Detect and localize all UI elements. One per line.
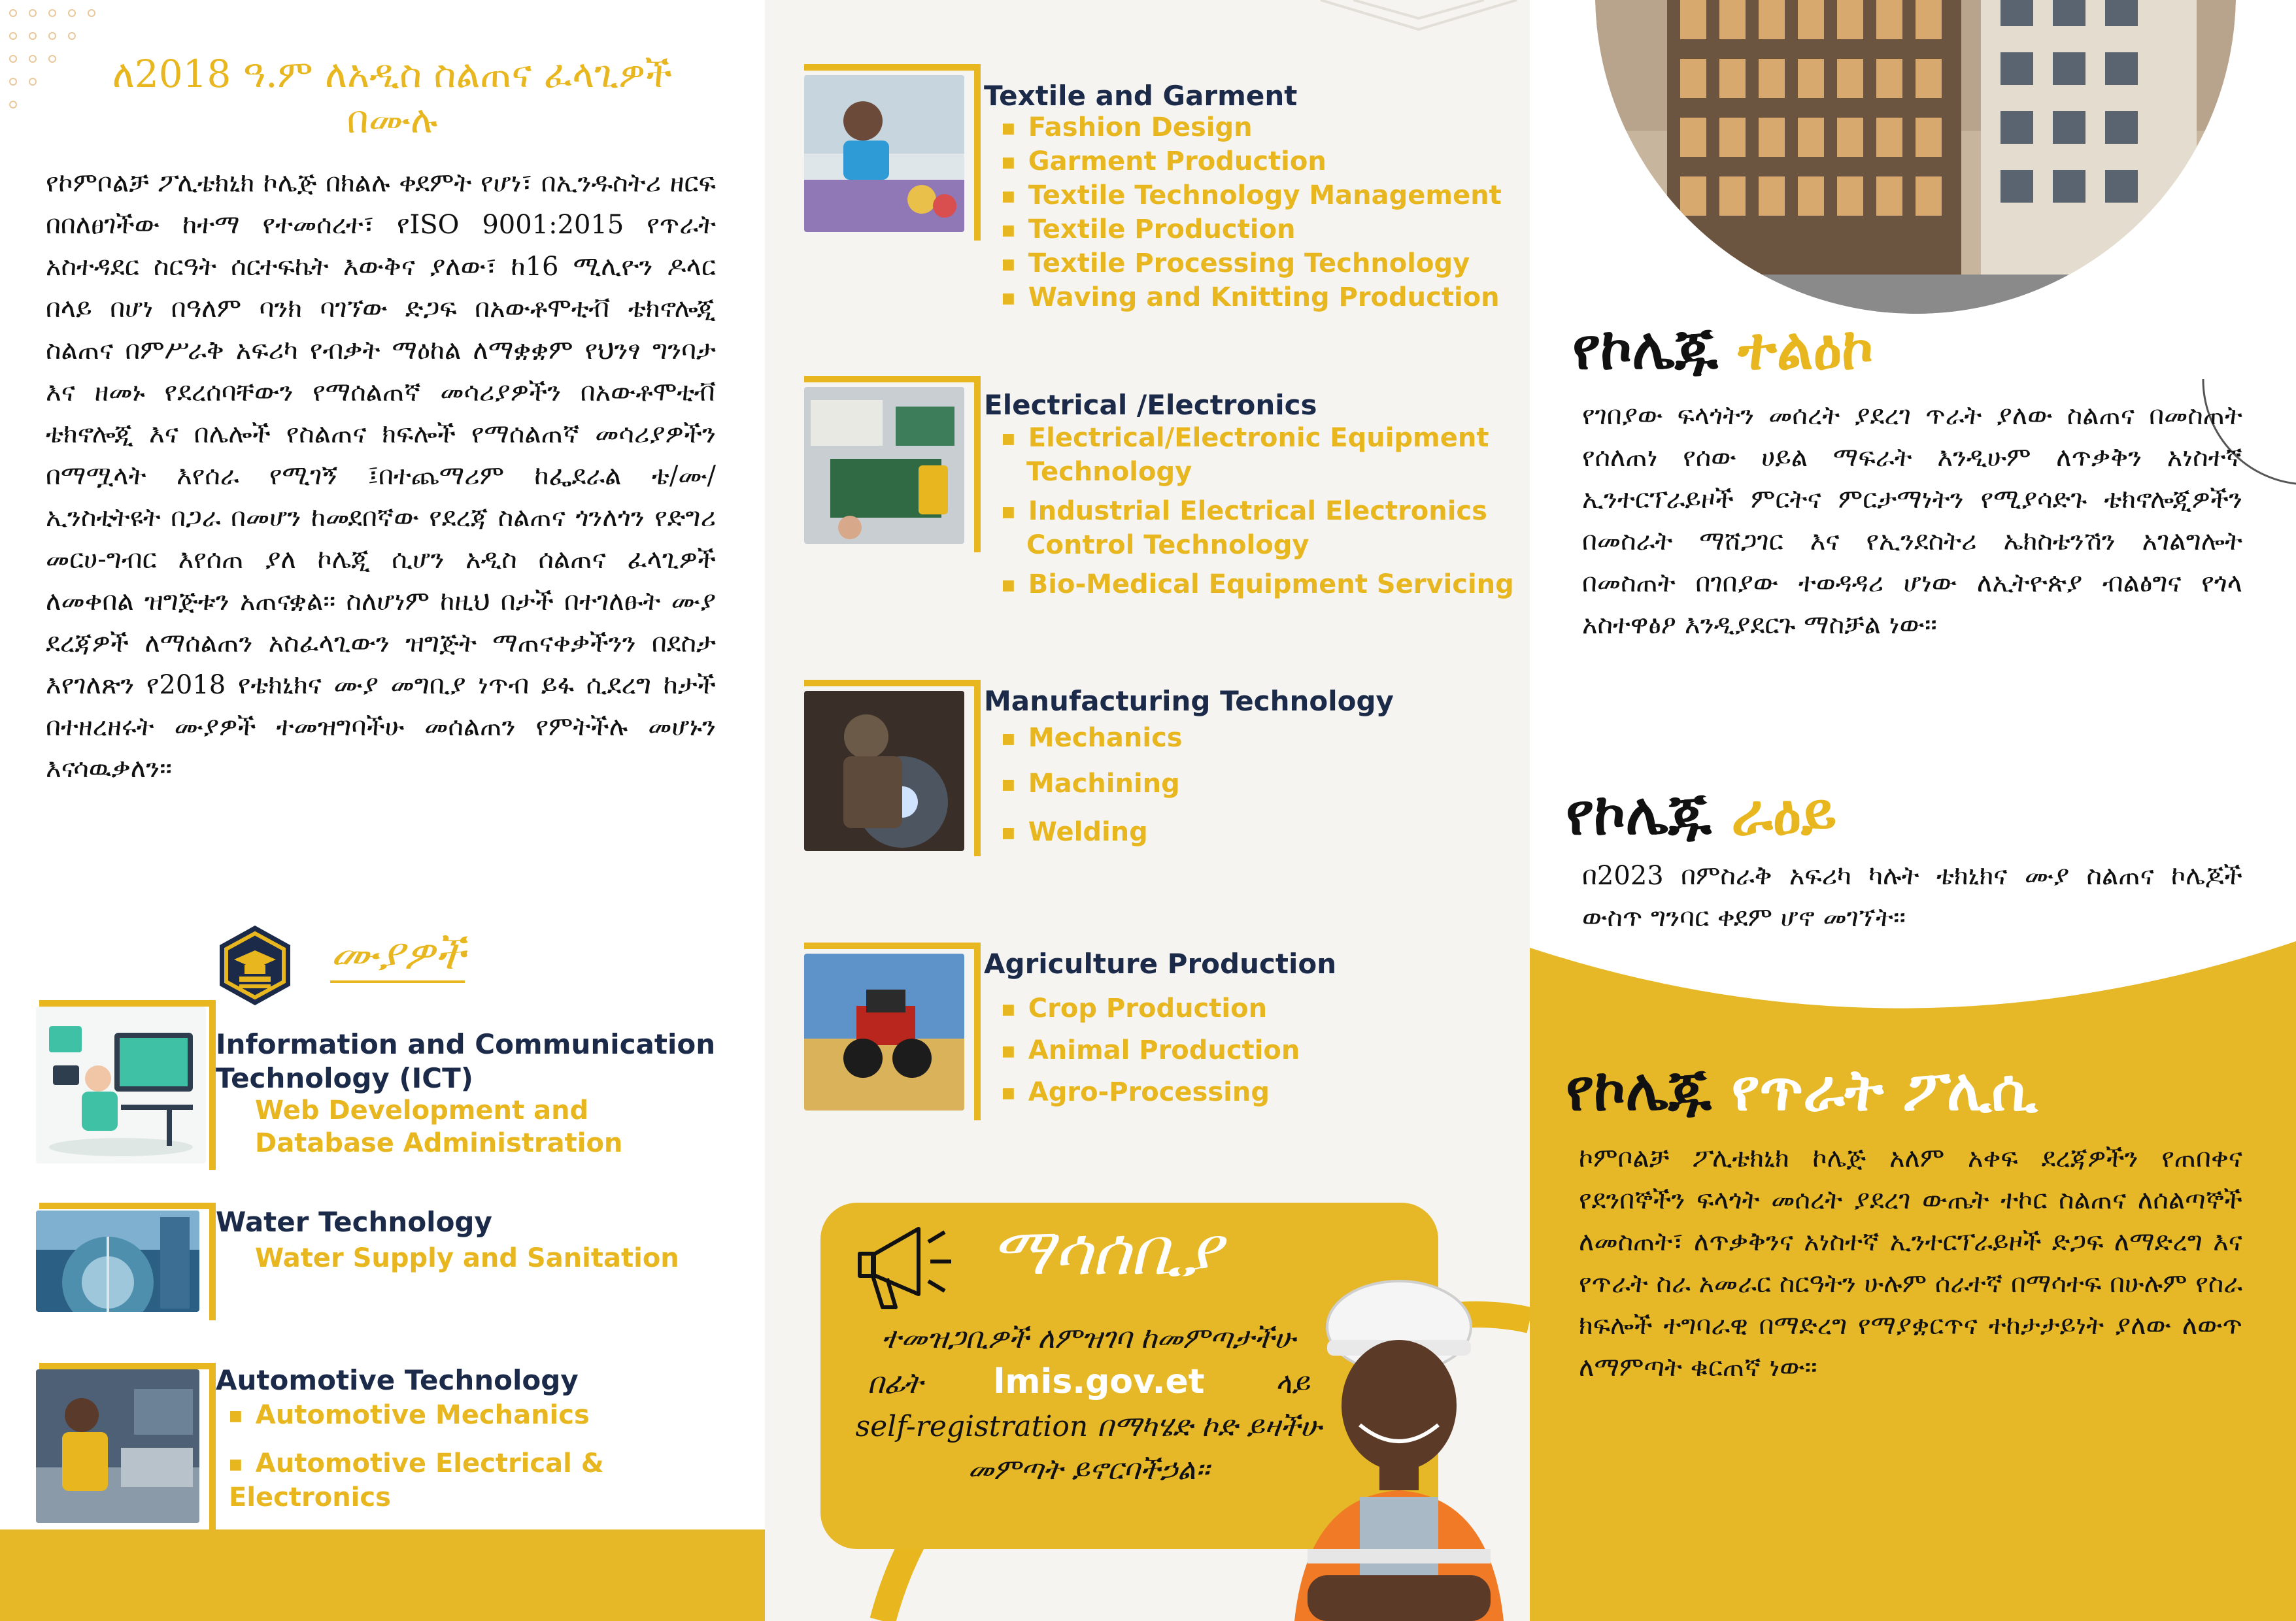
program-title-electrical: Electrical /Electronics (984, 389, 1317, 421)
program-title-automotive: Automotive Technology (216, 1364, 579, 1396)
quality-policy-heading (1566, 1054, 2038, 1126)
program-sub-automotive-mechanics: ■ Automotive Mechanics (229, 1399, 739, 1433)
electronics-photo (804, 387, 964, 544)
automotive-sub-list (229, 1399, 739, 1514)
bottom-gold-band (0, 1529, 765, 1621)
program-sub-crop-production: ■ Crop Production (1002, 992, 1525, 1026)
program-title-ict: Information and Communication Technology (ICT) (216, 1028, 716, 1094)
megaphone-icon (847, 1216, 958, 1314)
notice-line1: ተመዝጋቢዎች ለምዝገባ ከመምጣታችሁ (881, 1322, 1296, 1355)
lmis-website-link[interactable]: lmis.gov.et (993, 1362, 1205, 1401)
middle-panel (765, 0, 1530, 1621)
notice-line3: self-registration በማካሄድ ኮድ ይዛችሁ (855, 1410, 1322, 1443)
program-sub-agro-processing: ■ Agro-Processing (1002, 1076, 1525, 1110)
program-sub-garment-production: ■ Garment Production (1002, 145, 1525, 179)
tractor-photo (804, 954, 964, 1111)
program-sub-textile-production: ■ Textile Production (1002, 213, 1525, 247)
program-sub-automotive-electrical: ■ Automotive Electrical & Electronics (229, 1447, 739, 1514)
intro-paragraph: የኮምቦልቻ ፖሊቴክኒክ ኮሌጅ በክልሉ ቀደምት የሆነ፣ በኢንዱስትሪ ዘርፍ በበለፀገችው ከተማ የተመሰረተ፣ የISO 9001:2015 የጥራት አስተዳደር ስርዓት ሰርተፍኬት እውቅና ያለው፣ ከ16 ሚሊዮን ዶላር በላይ በሆነ በዓለም ባንክ ባገኘው ድጋፍ በአውቶሞቲቭ ቴክኖሎጂ ስልጠና በምሥራቅ አፍሪካ የብቃት ማዕከል ለማቋቋም የህንፃ ግንባታ እና ዘመኑ የደረሰባቸውን የማሰልጠኛ መሳሪያዎችን በአውቶሞቲቭ ቴክኖሎጂ እና በሌሎች የስልጠና ክፍሎች የማሰልጠኛ መሳሪያዎችን በማሟላት እየሰራ የሚገኝ ፤በተጨማሪም ከፌደራል ቴ/ሙ/ ኢንስቲትዩት በጋራ በመሆን ከመደበኛው የደረጃ ስልጠና ጎንለጎን የድግሪ መርሀ-ግብር እየሰጠ ያለ ኮሌጂ ሲሆን አዲስ ሰልጠና ፈላጊዎች ለመቀበል ዝግጅቱን አጠናቋል፡፡ ስለሆነም ከዚህ በታች በተገለፁት ሙያ ደረጃዎች ለማሰልጠን አስፈላጊውን ዝግጅት ማጠናቀቃችንን በደስታ እየገለጽን የ2018 የቴክኒክና ሙያ መግቢያ ነጥብ ይፋ ሲደረግ ከታች በተዘረዘሩት ሙያዎች ተመዝግባችሁ መሰልጠን የምትችሉ መሆኑን እናሳዉቃለን፡፡ (46, 168, 716, 784)
program-sub-electrical-equipment: ■ Electrical/Electronic Equipment Technology (1002, 422, 1525, 488)
program-sub-textile-processing-technology: ■ Textile Processing Technology (1002, 247, 1525, 281)
announcement-title-line1: ለ2018 ዓ.ም ለአዲስ ስልጠና ፈላጊዎች (112, 52, 673, 96)
textile-photo (804, 75, 964, 232)
program-title-manufacturing: Manufacturing Technology (984, 685, 1394, 717)
left-panel (0, 0, 765, 1621)
manufacturing-sub-list (1002, 722, 1525, 850)
program-sub-web-development: Web Development and Database Administration (255, 1095, 623, 1158)
notice-line4: መምጣት ይኖርባችኃል፡፡ (968, 1453, 1209, 1486)
worker-woman-photo (1268, 1262, 1530, 1621)
college-building-photo (1589, 0, 2242, 314)
textile-sub-list (1002, 111, 1525, 315)
vision-heading-word: ራዕይ (1731, 780, 1837, 848)
electrical-sub-list (1002, 422, 1525, 602)
program-title-textile: Textile and Garment (984, 80, 1298, 112)
automotive-workshop-photo (36, 1369, 199, 1523)
notice-line2-pre: በፊት (867, 1367, 923, 1400)
welding-photo (804, 691, 964, 851)
program-sub-biomedical: ■ Bio-Medical Equipment Servicing (1002, 568, 1525, 602)
vision-text: በ2023 በምስራቅ አፍሪካ ካሉት ቴክኒክና ሙያ ስልጠና ኮሌጆች ውስጥ ግንባር ቀደም ሆኖ መገኘት፡፡ (1582, 861, 2242, 933)
announcement-title (46, 51, 739, 142)
vision-heading (1566, 778, 1836, 850)
program-sub-industrial-electrical: ■ Industrial Electrical Electronics Control Technology (1002, 495, 1525, 561)
program-title-water: Water Technology (216, 1206, 492, 1238)
mission-text: የገበያው ፍላጎትን መሰረት ያደረገ ጥራት ያለው ስልጠና በመስጠት የሰለጠነ የሰው ሀይል ማፍራት እንዲሁም ለጥቃቅን አነስተኛ ኢንተርፕራይዞች ምርትና ምርታማነትን የሚያሳድጉ ቴክኖሎጂዎችን በመስራት ማሸጋገር እና የኢንደስትሪ ኤክስቴንሽን አገልግሎት በመስጠት በገበያው ተወዳዳሪ ሆነው ለኢትዮጵያ ብልፅግና የጎላ አስተዋፅዖ እንዲያደርጉ ማስቻል ነው፡፡ (1582, 401, 2242, 640)
mission-heading (1572, 312, 1874, 384)
program-sub-mechanics: ■ Mechanics (1002, 722, 1525, 756)
program-sub-water-supply: Water Supply and Sanitation (255, 1243, 679, 1273)
graduation-cap-icon (216, 923, 294, 1008)
mission-heading-word: ተልዕኮ (1738, 314, 1874, 382)
agriculture-sub-list (1002, 992, 1525, 1110)
program-sub-waving-knitting: ■ Waving and Knitting Production (1002, 281, 1525, 315)
program-sub-welding: ■ Welding (1002, 816, 1525, 850)
quality-policy-heading-prefix: የኮሌጁ (1566, 1056, 1712, 1124)
program-sub-fashion-design: ■ Fashion Design (1002, 111, 1525, 145)
announcement-title-line2: በሙሉ (346, 97, 438, 142)
water-plant-photo (36, 1211, 199, 1312)
program-sub-machining: ■ Machining (1002, 767, 1525, 801)
notice-line2-post: ላይ (1275, 1367, 1310, 1400)
ict-illustration (36, 1007, 206, 1163)
program-sub-animal-production: ■ Animal Production (1002, 1034, 1525, 1068)
mission-heading-prefix: የኮሌጁ (1572, 314, 1718, 382)
quality-policy-heading-word: የጥራት ፖሊሲ (1731, 1056, 2038, 1124)
chevron-decoration (1308, 0, 1530, 39)
right-panel (1530, 0, 2296, 1621)
program-sub-textile-technology-management: ■ Textile Technology Management (1002, 179, 1525, 213)
notice-title: ማሳሰቢያ (990, 1213, 1221, 1290)
professions-heading: ሙያዎች (330, 928, 465, 983)
vision-heading-prefix: የኮሌጁ (1566, 780, 1712, 848)
program-title-agriculture: Agriculture Production (984, 948, 1337, 980)
quality-policy-text: ኮምቦልቻ ፖሊቴክኒክ ኮሌጅ አለም አቀፍ ደረጃዎችን የጠበቀና የደንበኞችን ፍላጎት መሰረት ያደረገ ውጤት ተኮር ስልጠና ለሰልጣኞች ለመስጠት፣ ለጥቃቅንና አነስተኛ ኢንተርፕራይዞች ድጋፍ ለማድረግ እና የጥራት ስራ አመራር ስርዓትን ሁሉም ሰራተኛ በማሳተፍ በሁሉም የስራ ክፍሎች ተግባራዊ በማድረግ የማያቋርጥና ተከታታይነት ያለው ለውጥ ለማምጣት ቁርጠኛ ነው፡፡ (1579, 1143, 2242, 1382)
